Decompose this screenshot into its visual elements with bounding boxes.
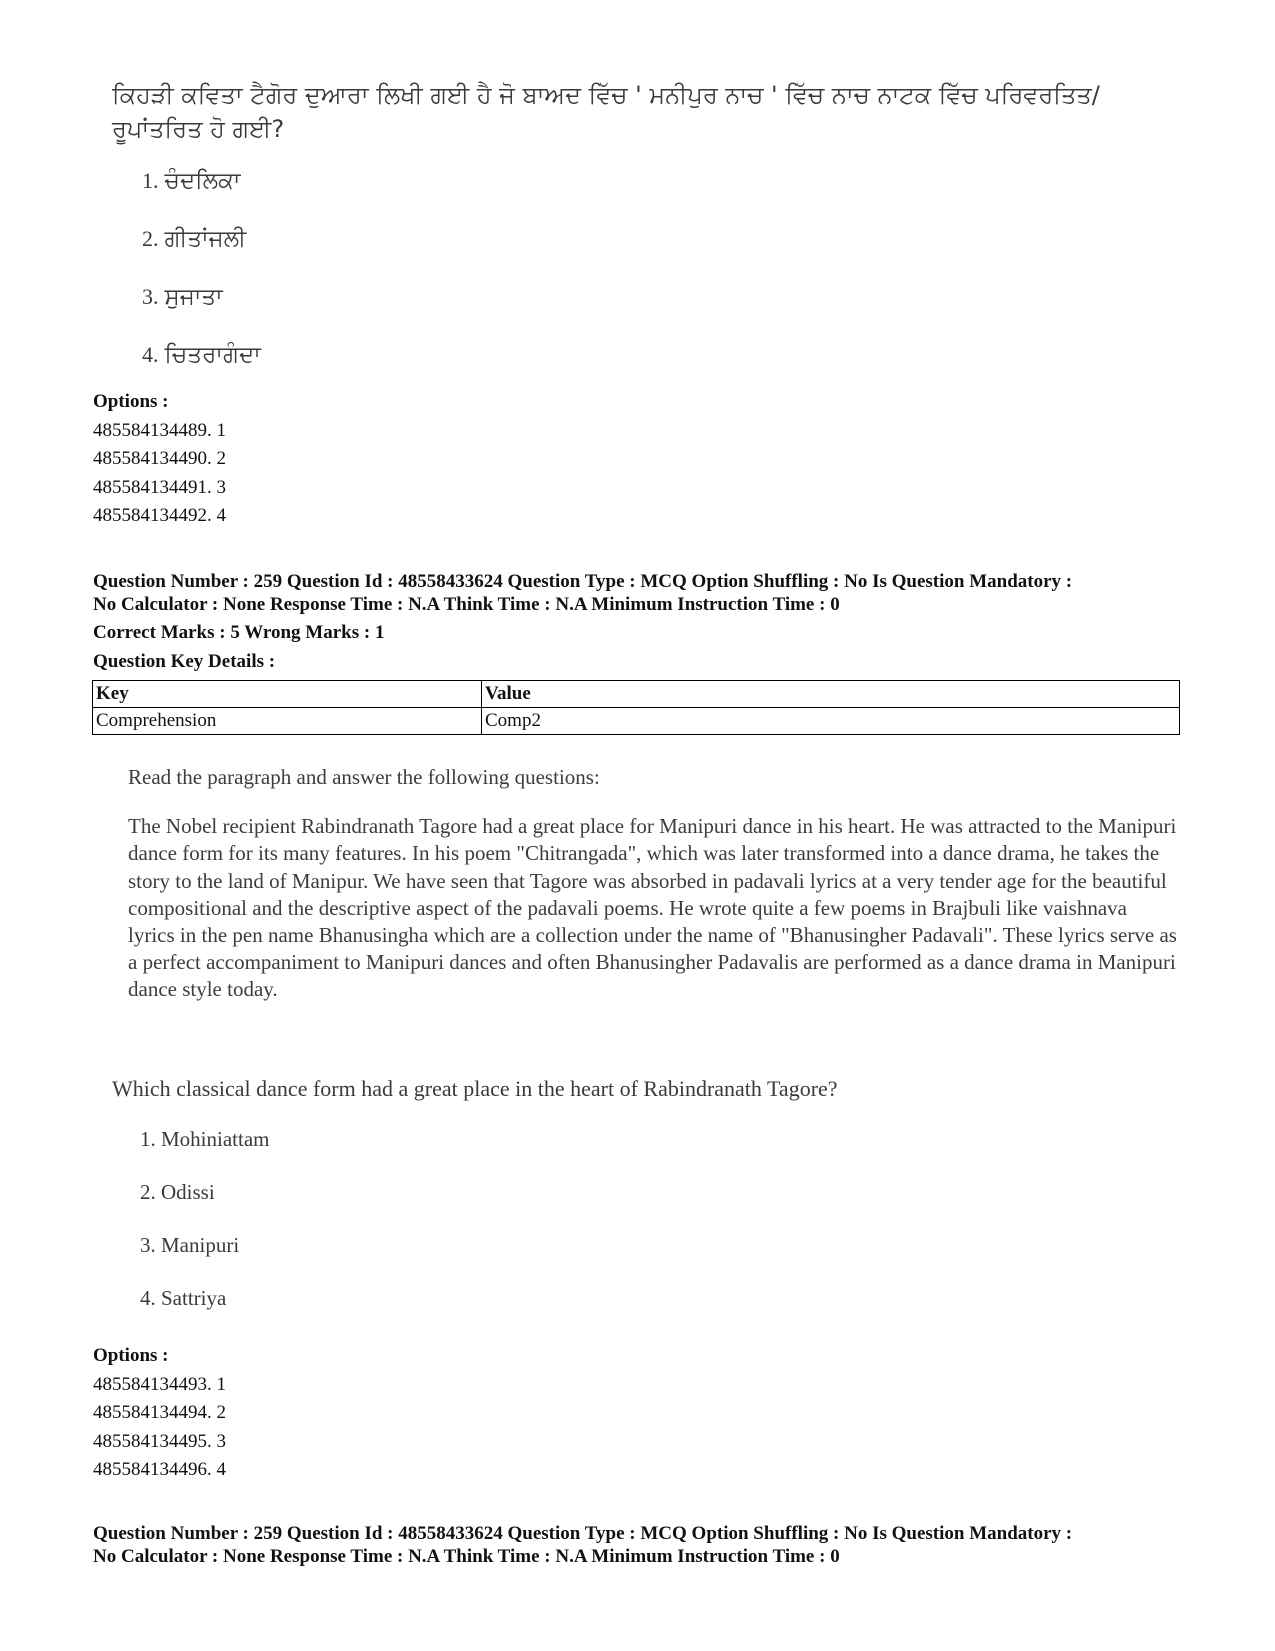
table-header-value: Value bbox=[482, 681, 1180, 708]
table-row bbox=[93, 708, 1180, 735]
key-details-heading: Question Key Details : bbox=[93, 651, 276, 672]
option-id: 485584134495. 3 bbox=[93, 1430, 226, 1452]
paragraph-intro: Read the paragraph and answer the following questions: bbox=[128, 765, 600, 789]
question-meta-1 bbox=[93, 570, 1193, 616]
punjabi-question-text: ਕਿਹੜੀ ਕਵਿਤਾ ਟੈਗੋਰ ਦੁਆਰਾ ਲਿਖੀ ਗਈ ਹੈ ਜੋ ਬਾਅਦ ਵਿੱਚ ' ਮਨੀਪੁਰ ਨਾਚ ' ਵਿੱਚ ਨਾਚ ਨਾਟਕ ਵਿੱਚ ਪਰਿਵਰਤਿਤ/ਰੂਪਾਂਤਰਿਤ ਹੋ ਗਈ? bbox=[112, 81, 1100, 143]
table-cell-value: Comp2 bbox=[482, 708, 1180, 735]
choice-number: 3. bbox=[142, 284, 159, 309]
choice-text: ਚਿਤਰਾਗੰਦਾ bbox=[164, 342, 261, 368]
choice-number: 2. bbox=[142, 226, 159, 251]
choice-text: ਸੁਜਾਤਾ bbox=[164, 284, 223, 310]
english-choice: 1. Mohiniattam bbox=[140, 1127, 270, 1151]
english-choice: 4. Sattriya bbox=[140, 1286, 227, 1310]
punjabi-choice bbox=[142, 280, 1172, 338]
table-header-key: Key bbox=[93, 681, 482, 708]
choice-number: 1. bbox=[142, 168, 159, 193]
marks-line: Correct Marks : 5 Wrong Marks : 1 bbox=[93, 622, 385, 643]
punjabi-choice bbox=[142, 164, 1172, 222]
option-id: 485584134492. 4 bbox=[93, 505, 226, 526]
table-header-row bbox=[93, 681, 1180, 708]
option-id: 485584134489. 1 bbox=[93, 419, 226, 441]
meta-line: No Calculator : None Response Time : N.A Think Time : N.A Minimum Instruction Time : 0 bbox=[93, 1546, 840, 1567]
table-cell-key: Comprehension bbox=[93, 708, 482, 735]
meta-line: Question Number : 259 Question Id : 48558433624 Question Type : MCQ Option Shuffling : No Is Question Mandatory : bbox=[93, 1523, 1073, 1544]
english-question-text: Which classical dance form had a great place in the heart of Rabindranath Tagore? bbox=[112, 1076, 838, 1101]
key-details-table bbox=[92, 680, 1180, 735]
choice-text: ਚੰਦਲਿਕਾ bbox=[164, 168, 241, 194]
meta-line: No Calculator : None Response Time : N.A Think Time : N.A Minimum Instruction Time : 0 bbox=[93, 594, 840, 615]
comprehension-paragraph bbox=[128, 764, 1178, 1004]
option-id: 485584134494. 2 bbox=[93, 1402, 226, 1423]
options-heading: Options : bbox=[93, 391, 169, 412]
english-question-block bbox=[112, 1074, 1172, 1336]
english-choice-list bbox=[140, 1124, 1172, 1336]
paragraph-body: The Nobel recipient Rabindranath Tagore had a great place for Manipuri dance in his heart. He was attracted to the Manipuri dance form for its many features. In his poem "Chitrangada", which was later transformed into a dance drama, he takes the story to the land of Manipur. We have seen that Tagore was absorbed in padavali lyrics at a very tender age for the beautiful compositional and the descriptive aspect of the padavali poems. He wrote quite a few poems in Brajbuli like vaishnava lyrics in the pen name Bhanusingha which are a collection under the name of "Bhanusingher Padavali". These lyrics serve as a perfect accompaniment to Manipuri dances and often Bhanusingher Padavalis are performed as a dance drama in Manipuri dance style today. bbox=[128, 814, 1177, 1002]
option-id: 485584134490. 2 bbox=[93, 448, 226, 469]
punjabi-question-block bbox=[112, 78, 1172, 396]
question-meta-2 bbox=[93, 1522, 1193, 1568]
punjabi-choice-list bbox=[142, 164, 1172, 396]
options-list-1 bbox=[93, 388, 226, 531]
options-heading: Options : bbox=[93, 1345, 169, 1366]
choice-number: 4. bbox=[142, 342, 159, 367]
choice-text: ਗੀਤਾਂਜਲੀ bbox=[164, 226, 247, 252]
meta-line: Question Number : 259 Question Id : 48558433624 Question Type : MCQ Option Shuffling : No Is Question Mandatory : bbox=[93, 571, 1073, 592]
option-id: 485584134491. 3 bbox=[93, 476, 226, 498]
option-id: 485584134496. 4 bbox=[93, 1459, 226, 1480]
english-choice: 2. Odissi bbox=[140, 1180, 215, 1204]
options-list-2 bbox=[93, 1342, 226, 1485]
english-choice: 3. Manipuri bbox=[140, 1233, 240, 1257]
punjabi-choice bbox=[142, 338, 1172, 396]
option-id: 485584134493. 1 bbox=[93, 1373, 226, 1395]
punjabi-choice bbox=[142, 222, 1172, 280]
